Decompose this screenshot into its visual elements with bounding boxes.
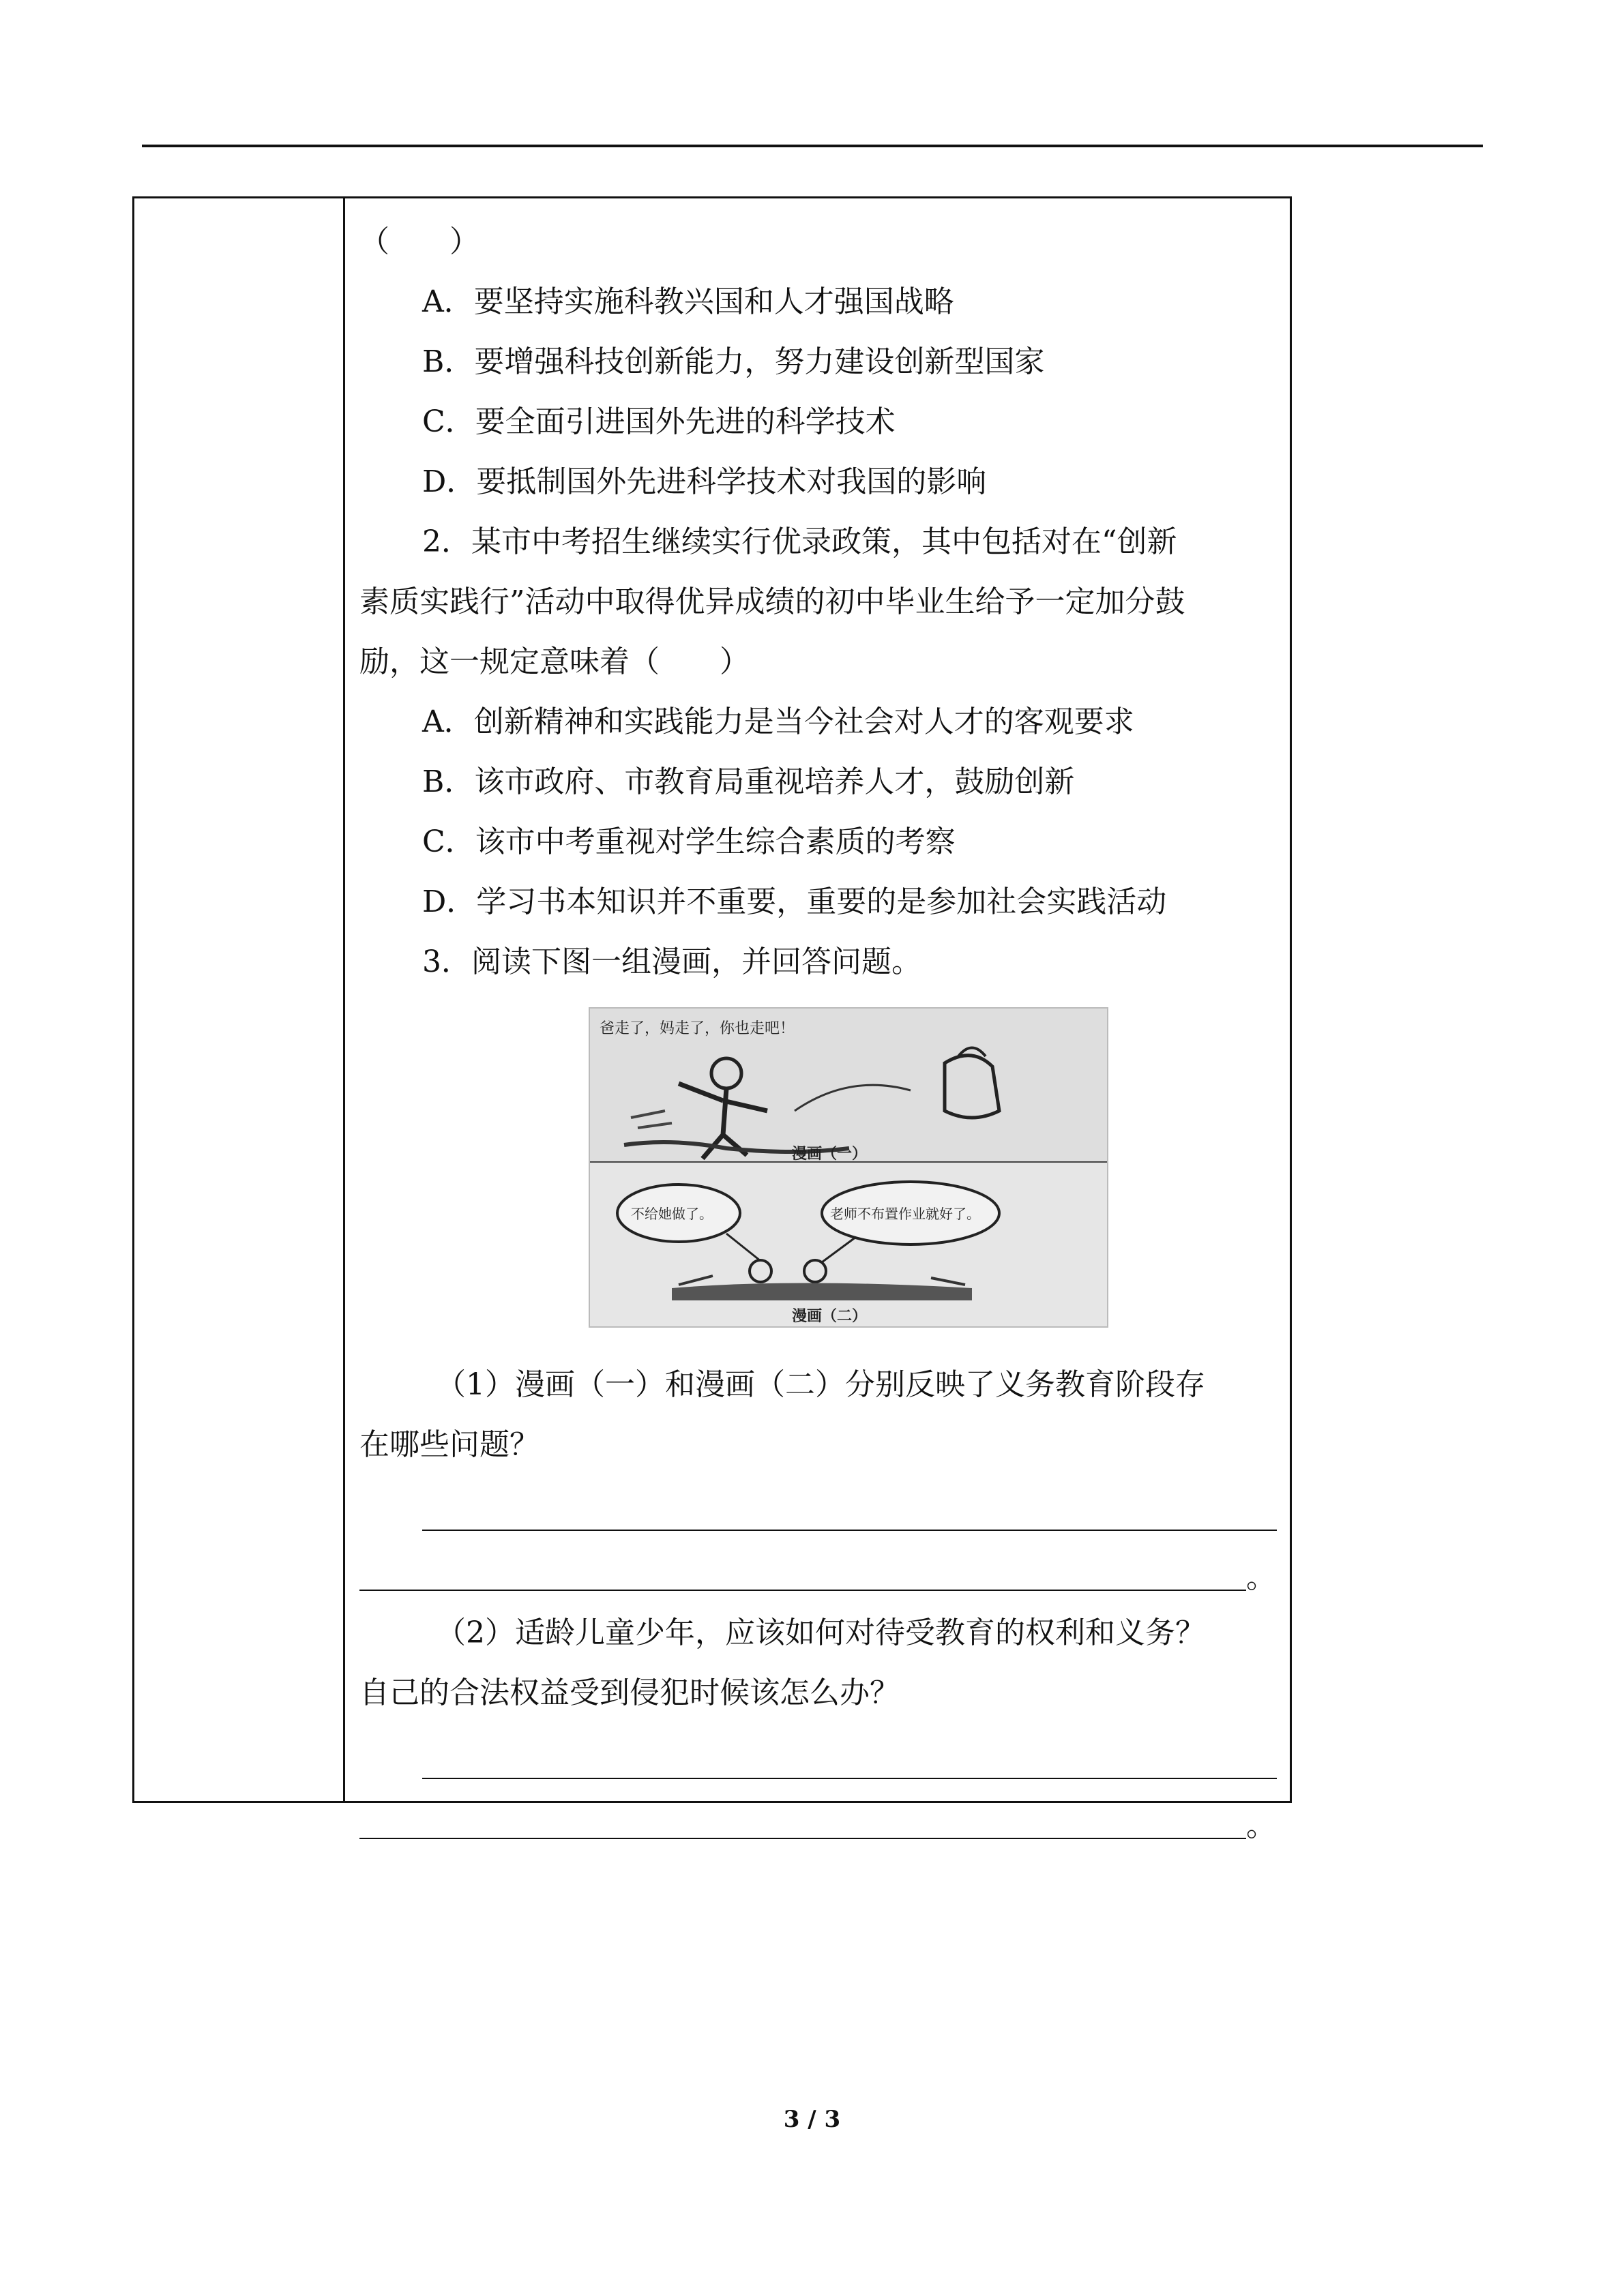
sub-q1-line-1: （1）漫画（一）和漫画（二）分别反映了义务教育阶段存 [436,1367,1205,1402]
sub-q2-line-2: 自己的合法权益受到侵犯时候该怎么办？ [359,1675,900,1710]
answer-blank-1b[interactable] [359,1543,1277,1603]
comic-bubble-left: 不给她做了。 [631,1206,713,1222]
q1-option-d: D．要抵制国外先进科学技术对我国的影响 [422,464,987,499]
question-table [132,196,1292,1843]
q2-stem-line-1: 2．某市中考招生继续实行优录政策，其中包括对在“创新 [422,524,1177,559]
comic-label-2: 漫画（二） [792,1307,868,1325]
answer-blank-1a[interactable] [359,1475,1277,1543]
q1-option-b: B．要增强科技创新能力，努力建设创新型国家 [422,344,1045,379]
answer-brackets: （ ） [359,224,479,259]
answer-period-1: 。 [1246,1560,1276,1595]
answer-period-2: 。 [1246,1808,1276,1843]
header-rule [142,145,1483,147]
answer-blank-2b[interactable] [359,1791,1277,1851]
content-cell [359,212,1277,1851]
sub-q2-line-1: （2）适龄儿童少年，应该如何对待受教育的权利和义务？ [436,1615,1205,1650]
comic-caption-top: 爸走了，妈走了，你也走吧！ [600,1020,795,1037]
q2-stem-line-2: 素质实践行”活动中取得优异成绩的初中毕业生给予一定加分鼓 [359,584,1185,619]
comic-bubble-right: 老师不布置作业就好了。 [830,1206,980,1222]
q2-option-b: B．该市政府、市教育局重视培养人才，鼓励创新 [422,764,1075,799]
q1-option-c: C．要全面引进国外先进的科学技术 [422,404,896,439]
comic-drawing [590,1009,1107,1326]
q2-option-a: A．创新精神和实践能力是当今社会对人才的客观要求 [422,704,1134,739]
q2-stem-line-3: 励，这一规定意味着（ ） [359,644,750,679]
q2-option-c: C．该市中考重视对学生综合素质的考察 [422,824,956,859]
q1-option-a: A．要坚持实施科教兴国和人才强国战略 [422,284,954,319]
comic-image [589,1007,1108,1328]
answer-blank-2a[interactable] [359,1723,1277,1791]
page-number: 3 / 3 [783,2106,841,2133]
q2-option-d: D．学习书本知识并不重要，重要的是参加社会实践活动 [422,884,1167,919]
column-divider [343,198,345,1801]
sub-q1-line-2: 在哪些问题？ [359,1427,540,1462]
q3-stem: 3．阅读下图一组漫画，并回答问题。 [422,944,921,979]
comic-label-1: 漫画（一） [792,1145,868,1163]
